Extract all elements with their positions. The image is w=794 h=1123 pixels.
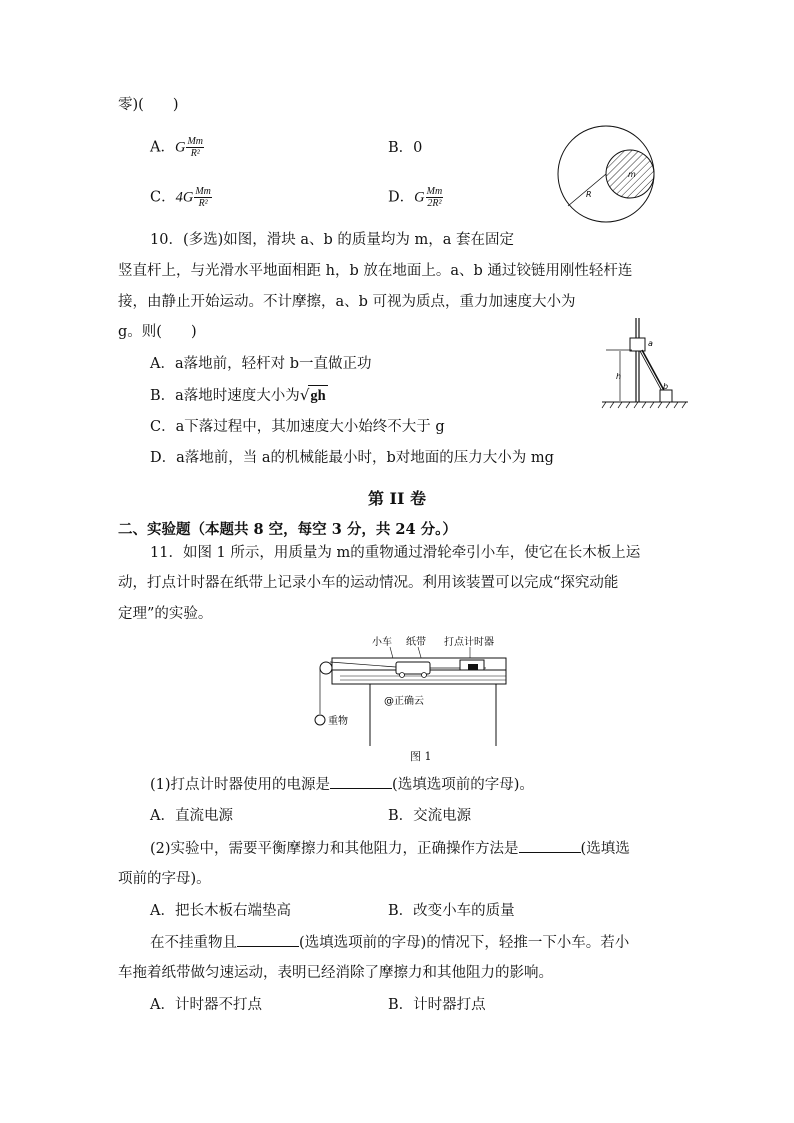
q9-option-d-fraction: [426, 186, 444, 209]
figure-caption: 图 1: [410, 750, 432, 763]
label-car: 小车: [372, 637, 392, 648]
label-tape: 纸带: [406, 637, 426, 648]
q11-line2: 动，打点计时器在纸带上记录小车的运动情况。利用该装置可以完成“探究动能: [118, 575, 619, 591]
q11-sub2-line2: 项前的字母)。: [118, 871, 211, 887]
q9-option-a-fraction: [186, 136, 204, 159]
q11-sub2-option-a: A．把长木板右端垫高: [150, 903, 291, 919]
q9-option-d-label: D．: [388, 189, 415, 206]
q9-option-c: [150, 186, 212, 209]
q11-sub3-option-a: A．计时器不打点: [150, 997, 262, 1013]
q11-sub2: [150, 838, 630, 859]
light-rod-inner: [640, 351, 664, 395]
q10-option-b: [150, 385, 328, 406]
answer-blank-1[interactable]: [330, 774, 392, 789]
q11-sub3: [150, 932, 629, 953]
label-m: m: [628, 170, 636, 179]
label-b: b: [663, 382, 669, 391]
pulley: [320, 662, 332, 674]
q11-line1: 11．如图 1 所示，用质量为 m的重物通过滑轮牵引小车，使它在长木板上运: [150, 545, 641, 561]
label-h: h: [616, 372, 622, 381]
q11-apparatus-figure: [310, 632, 510, 750]
q11-sub1-option-b: B．交流电源: [388, 808, 472, 824]
fraction-numerator: Mm: [426, 186, 443, 197]
q10-line1: 10．(多选)如图，滑块 a、b 的质量均为 m，a 套在固定: [150, 232, 515, 248]
q9-option-a-coef: G: [174, 139, 186, 156]
slider-b: [660, 390, 672, 402]
watermark: @正确云: [384, 696, 424, 707]
q11-sub1-option-a: A．直流电源: [150, 808, 233, 824]
q9-option-d-coef: G: [414, 189, 425, 206]
q9-option-b: B．0: [388, 140, 423, 156]
q9-option-a: [150, 136, 204, 159]
q10-line2: 竖直杆上，与光滑水平地面相距 h，b 放在地面上。a、b 通过铰链用刚性轻杆连: [118, 263, 633, 279]
q11-line3: 定理”的实验。: [118, 606, 213, 622]
fraction-numerator: Mm: [195, 186, 211, 197]
q11-sub3-line2: 车拖着纸带做匀速运动，表明已经消除了摩擦力和其他阻力的影响。: [118, 965, 553, 981]
q9-option-c-fraction: [194, 186, 212, 209]
sub1-suffix: (选填选项前的字母)。: [392, 777, 534, 793]
answer-blank-2[interactable]: [519, 838, 581, 853]
q11-sub2-option-b: B．改变小车的质量: [388, 903, 515, 919]
q10-option-c: C．a下落过程中，其加速度大小始终不大于 g: [150, 419, 445, 435]
q10-option-a: A．a落地前，轻杆对 b一直做正功: [150, 356, 372, 372]
timer-part: [468, 664, 478, 670]
sub2-suffix: (选填选: [580, 841, 630, 857]
part-title: 第 II 卷: [367, 489, 427, 508]
label-timer: 打点计时器: [444, 637, 494, 648]
label-a: a: [648, 339, 653, 348]
q11-sub3-option-b: B．计时器打点: [388, 997, 486, 1013]
q9-sphere-figure: [552, 124, 660, 224]
sub3-suffix: (选填选项前的字母)的情况下，轻推一下小车。若小: [299, 935, 630, 951]
q9-option-c-coef: 4G: [175, 189, 194, 206]
section-heading: 二、实验题（本题共 8 空，每空 3 分，共 24 分。）: [118, 521, 457, 538]
q9-option-a-label: A．: [150, 139, 175, 156]
q9-stem-tail: 零)( ): [118, 97, 179, 113]
weight: [315, 715, 325, 725]
fraction-denominator: R²: [190, 148, 200, 159]
q11-sub1: [150, 774, 534, 795]
q9-option-d: [388, 186, 443, 209]
sub2-prefix: (2)实验中，需要平衡摩擦力和其他阻力，正确操作方法是: [150, 841, 519, 857]
sqrt-sign: √: [299, 386, 310, 404]
label-R: R: [586, 190, 592, 199]
fraction-denominator: 2R²: [427, 198, 442, 209]
q10-option-b-text: B．a落地时速度大小为: [150, 388, 300, 404]
cart-wheel-2: [422, 673, 427, 678]
cart-wheel-1: [400, 673, 405, 678]
label-weight: 重物: [328, 716, 348, 727]
q10-line3: 接，由静止开始运动。不计摩擦，a、b 可视为质点，重力加速度大小为: [118, 294, 576, 310]
q10-slider-figure: [600, 316, 690, 410]
answer-blank-3[interactable]: [237, 932, 299, 947]
fraction-numerator: Mm: [187, 136, 204, 147]
sub1-prefix: (1)打点计时器使用的电源是: [150, 777, 331, 793]
q10-line4: g。则( ): [118, 324, 197, 340]
cart: [396, 662, 430, 674]
ground-hatch: [602, 402, 686, 408]
fraction-denominator: R²: [198, 198, 208, 209]
sub3-prefix: 在不挂重物且: [150, 935, 237, 951]
q10-option-b-radicand: gh: [308, 385, 327, 406]
q9-option-c-label: C．: [150, 189, 176, 206]
q10-option-d: D．a落地前，当 a的机械能最小时，b对地面的压力大小为 mg: [150, 450, 554, 466]
slider-a: [630, 338, 645, 351]
